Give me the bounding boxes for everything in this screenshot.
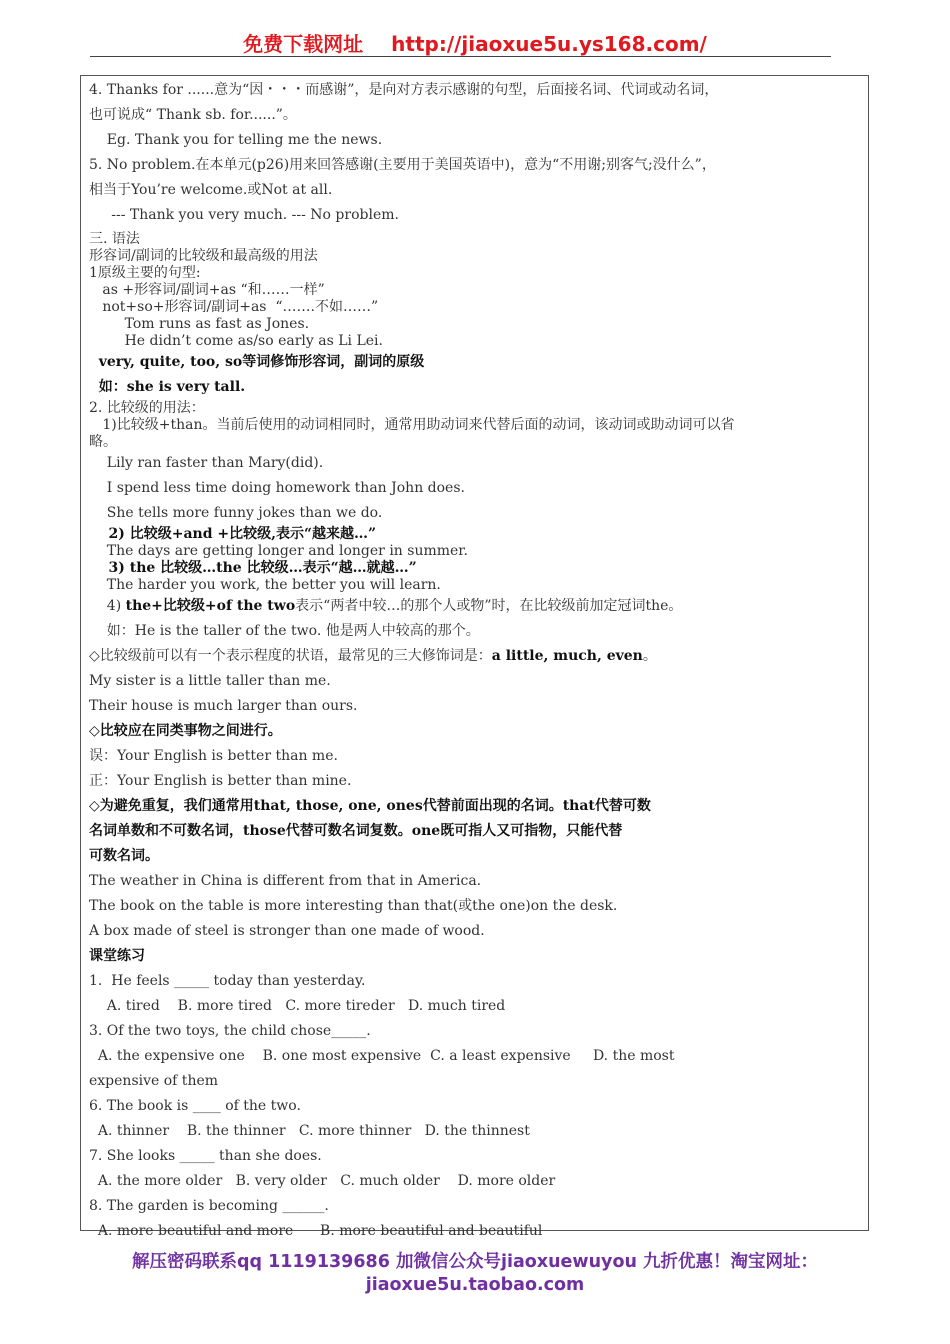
text-line: 1)比较级+than。当前后使用的动词相同时，通常用助动词来代替后面的动词，该动词或助动词可以省 (89, 417, 735, 433)
question-line: 8. The garden is becoming ______. (89, 1198, 329, 1214)
header-divider (90, 56, 831, 57)
text-line: 误：Your English is better than me. (89, 748, 338, 764)
footer-contact: 解压密码联系qq 1119139686 加微信公众号jiaoxuewuyou 九折优惠！淘宝网址： (131, 1252, 819, 1272)
text-line: The harder you work, the better you will learn. (89, 577, 441, 593)
bold-line: 名词单数和不可数名词，those代替可数名词复数。one既可指人又可指物，只能代替 (89, 823, 623, 839)
text-line: I spend less time doing homework than John does. (89, 480, 465, 496)
text-line: 2. 比较级的用法： (89, 400, 205, 416)
question-line: 3. Of the two toys, the child chose_____. (89, 1023, 371, 1039)
text-line: The days are getting longer and longer in summer. (89, 543, 468, 559)
text-line: My sister is a little taller than me. (89, 673, 331, 689)
text-line: Tom runs as fast as Jones. (89, 316, 310, 332)
text-line: He didn’t come as/so early as Li Lei. (89, 333, 383, 349)
text-line: She tells more funny jokes than we do. (89, 505, 383, 521)
text-line: Eg. Thank you for telling me the news. (89, 132, 383, 148)
bold-line: 可数名词。 (89, 848, 159, 864)
text-line: Lily ran faster than Mary(did). (89, 455, 324, 471)
options-line: expensive of them (89, 1073, 219, 1089)
question-line: 1. He feels _____ today than yesterday. (89, 973, 366, 989)
bold-line: 如：she is very tall. (89, 379, 246, 395)
text-line: 形容词/副词的比较级和最高级的用法 (89, 248, 318, 264)
bold-run: a little, much, even (491, 648, 643, 664)
text-run: 4) (89, 598, 126, 614)
bold-line: ◇比较应在同类事物之间进行。 (89, 723, 282, 739)
text-line: 5. No problem.在本单元(p26)用来回答感谢(主要用于美国英语中)，意为“不用谢;别客气;没什么”， (89, 157, 716, 173)
options-line: A. the expensive one B. one most expensive C. a least expensive D. the most (89, 1048, 675, 1064)
section-heading: 三. 语法 (89, 231, 140, 247)
options-line: A. thinner B. the thinner C. more thinner D. the thinnest (89, 1123, 530, 1139)
text-line: A box made of steel is stronger than one made of wood. (89, 923, 485, 939)
bold-run: the+比较级+of the two (125, 598, 296, 614)
options-line: A. tired B. more tired C. more tireder D. much tired (89, 998, 506, 1014)
bold-line: 3) the 比较级…the 比较级…表示“越…就越…” (89, 560, 417, 576)
text-line: 略。 (89, 434, 117, 450)
text-line: as +形容词/副词+as “和……一样” (89, 282, 325, 298)
options-line: A. the more older B. very older C. much older D. more older (89, 1173, 556, 1189)
text-line: 正：Your English is better than mine. (89, 773, 352, 789)
text-line: --- Thank you very much. --- No problem. (89, 207, 399, 223)
question-line: 6. The book is ____ of the two. (89, 1098, 301, 1114)
text-line: 也可说成“ Thank sb. for......”。 (89, 107, 297, 123)
bold-line: 2) 比较级+and +比较级,表示“越来越…” (89, 526, 377, 542)
question-line: 7. She looks _____ than she does. (89, 1148, 322, 1164)
header-label: 免费下载网址 (243, 32, 364, 56)
text-line: 相当于You’re welcome.或Not at all. (89, 182, 333, 198)
text-line (89, 644, 860, 669)
text-run: 。 (642, 648, 657, 664)
text-run: 表示“两者中较…的那个人或物”时，在比较级前加定冠词the。 (295, 598, 683, 614)
text-line: 4. Thanks for ......意为“因・・・而感谢”，是向对方表示感谢的句型，后面接名词、代词或动名词， (89, 82, 719, 98)
page-footer (0, 1251, 950, 1297)
text-line: Their house is much larger than ours. (89, 698, 358, 714)
options-line: A. more beautiful and more B. more beautiful and beautiful (89, 1223, 543, 1239)
footer-shop-url[interactable]: jiaoxue5u.taobao.com (365, 1275, 585, 1295)
bold-line: very, quite, too, so等词修饰形容词，副词的原级 (89, 354, 425, 370)
text-line: The book on the table is more interesting than that(或the one)on the desk. (89, 898, 618, 914)
header-url[interactable]: http://jiaoxue5u.ys168.com/ (391, 32, 707, 56)
text-line: not+so+形容词/副词+as “…….不如……” (89, 299, 379, 315)
text-run: ◇比较级前可以有一个表示程度的状语，最常见的三大修饰词是： (89, 648, 492, 664)
text-line: The weather in China is different from that in America. (89, 873, 482, 889)
content-box (80, 75, 869, 1239)
text-line: 1原级主要的句型: (89, 265, 201, 281)
exercise-heading: 课堂练习 (89, 948, 145, 964)
page-header (0, 28, 950, 57)
text-line (89, 594, 860, 619)
bold-line: ◇为避免重复，我们通常用that, those, one, ones代替前面出现的名词。that代替可数 (89, 798, 651, 814)
text-line: 如：He is the taller of the two. 他是两人中较高的那个。 (89, 623, 480, 639)
